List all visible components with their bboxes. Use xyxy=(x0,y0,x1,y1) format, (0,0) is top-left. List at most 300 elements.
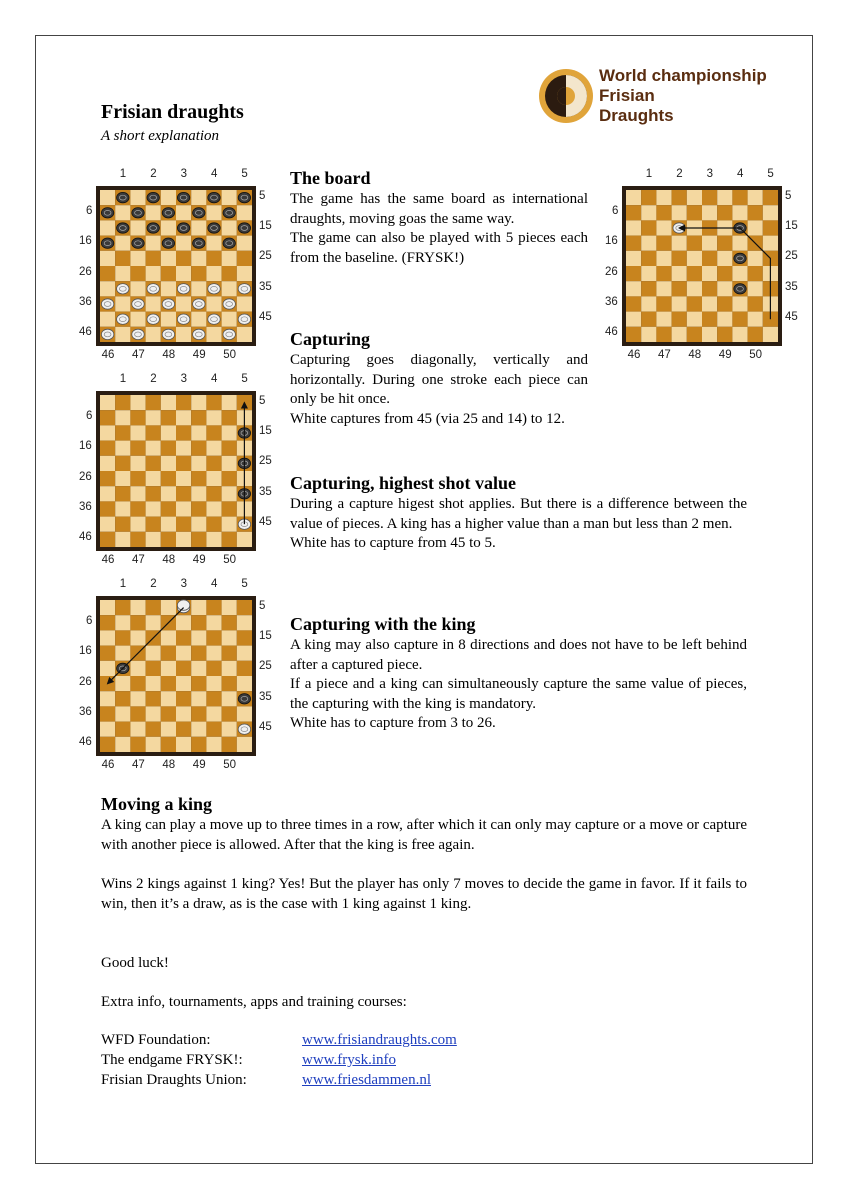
board-square xyxy=(176,395,191,410)
board-square xyxy=(130,691,145,706)
board-square xyxy=(191,251,206,266)
board-square xyxy=(161,410,176,425)
board-square xyxy=(206,251,221,266)
board-square xyxy=(161,456,176,471)
board-square xyxy=(130,600,145,615)
board-square xyxy=(191,691,206,706)
black-piece[interactable] xyxy=(132,208,144,218)
board-square xyxy=(237,630,252,645)
board-left-label: 26 xyxy=(79,265,92,278)
highest-text xyxy=(290,495,747,554)
board-square xyxy=(702,296,717,311)
board-square xyxy=(161,281,176,296)
board-square xyxy=(115,327,130,342)
board-square xyxy=(176,266,191,281)
board-right-label: 5 xyxy=(259,599,266,612)
white-piece[interactable] xyxy=(147,284,159,294)
white-piece[interactable] xyxy=(208,284,220,294)
white-piece[interactable] xyxy=(208,314,220,324)
board-square xyxy=(206,706,221,721)
capturing-text xyxy=(290,351,588,429)
board-square xyxy=(191,532,206,547)
board-square xyxy=(191,615,206,630)
board-highest xyxy=(96,596,256,756)
board-square xyxy=(237,296,252,311)
board-square xyxy=(130,190,145,205)
moving-king-para-2: Wins 2 kings against 1 king? Yes! But the player has only 7 moves to decide the game in favor. If it fails to win, then it’s a draw, as is the case with 1 king against 1 king. xyxy=(101,876,747,912)
white-piece[interactable] xyxy=(132,299,144,309)
board-square xyxy=(100,615,115,630)
board-square xyxy=(146,737,161,752)
white-piece[interactable] xyxy=(238,724,250,734)
board-square xyxy=(222,190,237,205)
board-square xyxy=(626,281,641,296)
board-left-label: 6 xyxy=(612,204,619,217)
board-square xyxy=(206,486,221,501)
board-square xyxy=(100,600,115,615)
white-piece[interactable] xyxy=(101,299,113,309)
board-square xyxy=(687,205,702,220)
board-square xyxy=(146,532,161,547)
board-right-label: 25 xyxy=(259,660,272,673)
white-piece[interactable] xyxy=(117,284,129,294)
board-square xyxy=(237,676,252,691)
board-col-label: 1 xyxy=(119,168,127,180)
board-bottom-label: 46 xyxy=(627,349,641,361)
black-piece[interactable] xyxy=(177,223,189,233)
board-square xyxy=(176,296,191,311)
link-label-union: Frisian Draughts Union: xyxy=(101,1072,247,1088)
board-square xyxy=(222,706,237,721)
board-square xyxy=(130,312,145,327)
board-square xyxy=(656,251,671,266)
board-square xyxy=(222,395,237,410)
board-square xyxy=(748,220,763,235)
board-square xyxy=(717,190,732,205)
board-square xyxy=(176,646,191,661)
white-piece[interactable] xyxy=(101,329,113,339)
board-square xyxy=(115,441,130,456)
board-square xyxy=(176,630,191,645)
white-piece[interactable] xyxy=(162,299,174,309)
heading-board: The board xyxy=(290,168,371,188)
board-square xyxy=(176,205,191,220)
board-square xyxy=(206,425,221,440)
black-piece[interactable] xyxy=(101,238,113,248)
board-square xyxy=(115,486,130,501)
board-bottom-label: 47 xyxy=(132,554,145,566)
board-square xyxy=(161,251,176,266)
board-square xyxy=(687,236,702,251)
board-square xyxy=(161,676,176,691)
board-square xyxy=(641,327,656,342)
board-square xyxy=(115,205,130,220)
board-square xyxy=(626,251,641,266)
board-square xyxy=(100,532,115,547)
board-square xyxy=(130,615,145,630)
board-square xyxy=(672,296,687,311)
board-square xyxy=(717,205,732,220)
board-square xyxy=(176,661,191,676)
black-piece[interactable] xyxy=(734,253,746,263)
black-piece[interactable] xyxy=(193,238,205,248)
board-col-label: 1 xyxy=(119,578,127,590)
board-left-label: 16 xyxy=(79,235,92,248)
board-square xyxy=(206,722,221,737)
board-initial xyxy=(96,186,256,346)
board-bottom-label: 46 xyxy=(101,349,115,361)
black-piece[interactable] xyxy=(162,238,174,248)
board-square xyxy=(191,312,206,327)
board-square xyxy=(237,646,252,661)
board-square xyxy=(100,501,115,516)
board-square xyxy=(626,266,641,281)
board-square xyxy=(687,327,702,342)
board-left-label: 36 xyxy=(79,296,92,308)
white-piece[interactable] xyxy=(238,284,250,294)
black-piece[interactable] xyxy=(177,192,189,202)
board-square xyxy=(222,737,237,752)
black-piece[interactable] xyxy=(147,223,159,233)
board-square xyxy=(100,456,115,471)
board-square xyxy=(100,706,115,721)
board-square xyxy=(206,676,221,691)
board-square xyxy=(161,737,176,752)
board-right-label: 5 xyxy=(259,189,266,202)
board-col-label: 2 xyxy=(676,168,683,180)
board-square xyxy=(130,517,145,532)
board-square xyxy=(626,236,641,251)
board-bottom-label: 50 xyxy=(223,554,236,566)
board-bottom-label: 50 xyxy=(749,349,762,361)
board-square xyxy=(672,190,687,205)
white-king[interactable] xyxy=(177,600,189,613)
board-square xyxy=(100,220,115,235)
board-square xyxy=(656,281,671,296)
board-square xyxy=(237,266,252,281)
board-square xyxy=(115,532,130,547)
board-square xyxy=(191,220,206,235)
board-square xyxy=(237,251,252,266)
board-square xyxy=(130,251,145,266)
white-piece[interactable] xyxy=(238,314,250,324)
board-col-label: 3 xyxy=(180,578,187,590)
board-square xyxy=(115,600,130,615)
board-square xyxy=(626,220,641,235)
board-square xyxy=(100,661,115,676)
board-square xyxy=(206,661,221,676)
board-left-label: 46 xyxy=(605,326,618,339)
board-left-label: 16 xyxy=(79,440,92,453)
board-left-label: 26 xyxy=(79,470,92,483)
board-square xyxy=(191,425,206,440)
board-square xyxy=(100,691,115,706)
board-right-label: 45 xyxy=(259,516,272,529)
black-piece[interactable] xyxy=(162,208,174,218)
board-square xyxy=(176,471,191,486)
moving-king-para-1: A king can play a move up to three times in a row, after which it can only may capture or a move or capture with another piece is allowed. After that the king is free again. xyxy=(101,817,747,853)
board-square xyxy=(641,312,656,327)
board-left-label: 46 xyxy=(79,326,92,339)
board-square xyxy=(672,327,687,342)
black-piece[interactable] xyxy=(117,223,129,233)
board-right-label: 15 xyxy=(259,630,272,642)
heading-king-capture: Capturing with the king xyxy=(290,614,476,634)
board-square xyxy=(672,312,687,327)
board-left-label: 36 xyxy=(79,706,92,718)
board-left-label: 16 xyxy=(79,645,92,658)
logo-line: World championship xyxy=(599,66,767,85)
board-left-label: 6 xyxy=(86,204,93,217)
board-bottom-label: 50 xyxy=(223,759,236,771)
board-square xyxy=(130,425,145,440)
board-col-label: 4 xyxy=(737,168,744,180)
black-piece[interactable] xyxy=(223,238,235,248)
king-capture-para-3: White has to capture from 3 to 26. xyxy=(290,715,496,732)
board-square xyxy=(130,630,145,645)
board-square xyxy=(115,737,130,752)
board-square xyxy=(161,471,176,486)
board-square xyxy=(641,205,656,220)
black-piece[interactable] xyxy=(238,192,250,202)
black-piece[interactable] xyxy=(117,192,129,202)
board-square xyxy=(717,266,732,281)
black-piece[interactable] xyxy=(147,192,159,202)
link-wfd[interactable]: www.frisiandraughts.com xyxy=(302,1032,457,1048)
board-col-label: 5 xyxy=(241,373,248,385)
board-square xyxy=(176,486,191,501)
black-piece[interactable] xyxy=(193,208,205,218)
board-square xyxy=(161,691,176,706)
board-square xyxy=(763,220,778,235)
white-piece[interactable] xyxy=(117,314,129,324)
black-piece[interactable] xyxy=(238,694,250,704)
board-square xyxy=(176,456,191,471)
board-square xyxy=(656,236,671,251)
board-square xyxy=(748,251,763,266)
black-piece[interactable] xyxy=(208,223,220,233)
board-square xyxy=(222,220,237,235)
king-capture-para-1: A king may also capture in 8 directions and does not have to be left behind after a captured piece. xyxy=(290,637,747,673)
white-piece[interactable] xyxy=(223,299,235,309)
board-col-label: 4 xyxy=(211,373,218,385)
board-square xyxy=(732,236,747,251)
board-square xyxy=(191,661,206,676)
board-square xyxy=(191,600,206,615)
board-square xyxy=(176,722,191,737)
board-square xyxy=(641,296,656,311)
board-square xyxy=(115,410,130,425)
board-square xyxy=(237,532,252,547)
good-luck-text: Good luck! xyxy=(101,955,169,971)
board-left-label: 26 xyxy=(605,265,618,278)
board-right-label: 45 xyxy=(259,311,272,324)
board-square xyxy=(100,646,115,661)
logo-line: Draughts xyxy=(599,106,674,125)
board-square xyxy=(687,266,702,281)
board-square xyxy=(222,251,237,266)
board-square xyxy=(222,532,237,547)
board-square xyxy=(100,441,115,456)
board-square xyxy=(641,190,656,205)
board-square xyxy=(161,517,176,532)
board-square xyxy=(115,456,130,471)
board-square xyxy=(130,456,145,471)
board-left-label: 36 xyxy=(605,296,618,308)
board-square xyxy=(222,486,237,501)
board-square xyxy=(702,327,717,342)
board-square xyxy=(748,190,763,205)
board-square xyxy=(717,281,732,296)
board-square xyxy=(222,646,237,661)
board-square xyxy=(176,615,191,630)
board-square xyxy=(161,425,176,440)
link-union[interactable]: www.friesdammen.nl xyxy=(302,1072,431,1088)
board-square xyxy=(191,737,206,752)
board-square xyxy=(687,190,702,205)
board-col-label: 2 xyxy=(150,373,157,385)
board-square xyxy=(161,312,176,327)
board-square xyxy=(191,441,206,456)
white-piece[interactable] xyxy=(223,329,235,339)
black-piece[interactable] xyxy=(238,223,250,233)
board-square xyxy=(748,205,763,220)
board-square xyxy=(100,190,115,205)
board-square xyxy=(222,281,237,296)
board-square xyxy=(222,630,237,645)
board-square xyxy=(206,646,221,661)
board-square xyxy=(191,281,206,296)
board-square xyxy=(146,486,161,501)
black-piece[interactable] xyxy=(101,208,113,218)
board-right-label: 5 xyxy=(785,189,792,202)
white-piece[interactable] xyxy=(162,329,174,339)
board-square xyxy=(100,266,115,281)
board-square xyxy=(222,517,237,532)
board-col-label: 3 xyxy=(180,168,187,180)
board-square xyxy=(748,281,763,296)
board-square xyxy=(672,281,687,296)
board-square xyxy=(161,190,176,205)
highest-para-2: White has to capture from 45 to 5. xyxy=(290,535,496,552)
white-piece[interactable] xyxy=(147,314,159,324)
board-bottom-label: 47 xyxy=(132,349,145,361)
board-square xyxy=(100,395,115,410)
white-piece[interactable] xyxy=(193,329,205,339)
board-square xyxy=(206,737,221,752)
board-square xyxy=(222,456,237,471)
board-square xyxy=(176,425,191,440)
black-piece[interactable] xyxy=(208,192,220,202)
white-piece[interactable] xyxy=(177,314,189,324)
board-square xyxy=(626,190,641,205)
board-square xyxy=(130,281,145,296)
board-square xyxy=(702,266,717,281)
board-para-2: The game can also be played with 5 pieces each from the baseline. (FRYSK!) xyxy=(290,230,588,266)
board-square xyxy=(130,471,145,486)
board-square xyxy=(687,296,702,311)
black-piece[interactable] xyxy=(734,284,746,294)
board-col-label: 2 xyxy=(150,578,157,590)
board-right-label: 25 xyxy=(259,455,272,468)
black-piece[interactable] xyxy=(132,238,144,248)
board-square xyxy=(130,501,145,516)
board-square xyxy=(115,517,130,532)
board-square xyxy=(641,251,656,266)
king-capture-para-2: If a piece and a king can simultaneously capture the same value of pieces, the capturing with the king is mandatory. xyxy=(290,676,747,712)
board-square xyxy=(626,205,641,220)
board-square xyxy=(191,630,206,645)
board-left-label: 6 xyxy=(86,614,93,627)
heading-capturing: Capturing xyxy=(290,329,371,349)
white-piece[interactable] xyxy=(132,329,144,339)
board-square xyxy=(100,251,115,266)
board-square xyxy=(222,425,237,440)
board-square xyxy=(130,441,145,456)
board-square xyxy=(191,456,206,471)
board-square xyxy=(176,517,191,532)
board-square xyxy=(146,251,161,266)
board-square xyxy=(176,691,191,706)
board-square xyxy=(176,327,191,342)
board-square xyxy=(656,327,671,342)
board-right-label: 35 xyxy=(259,280,272,293)
board-square xyxy=(763,190,778,205)
board-square xyxy=(717,251,732,266)
board-bottom-label: 48 xyxy=(688,349,702,361)
white-piece[interactable] xyxy=(177,284,189,294)
board-square xyxy=(146,441,161,456)
board-bottom-label: 49 xyxy=(192,349,206,361)
board-square xyxy=(130,410,145,425)
board-square xyxy=(656,205,671,220)
link-label-frysk: The endgame FRYSK!: xyxy=(101,1052,243,1068)
board-square xyxy=(732,190,747,205)
logo-emblem-icon xyxy=(536,66,596,126)
board-square xyxy=(115,646,130,661)
board-bottom-label: 48 xyxy=(162,349,176,361)
board-square xyxy=(100,312,115,327)
link-label-wfd: WFD Foundation: xyxy=(101,1032,211,1048)
capturing-para-2: White captures from 45 (via 25 and 14) to 12. xyxy=(290,410,565,427)
board-square xyxy=(176,532,191,547)
board-square xyxy=(237,327,252,342)
board-square xyxy=(687,281,702,296)
board-square xyxy=(206,395,221,410)
black-piece[interactable] xyxy=(223,208,235,218)
board-square xyxy=(146,600,161,615)
board-left-label: 26 xyxy=(79,675,92,688)
board-square xyxy=(191,517,206,532)
board-square xyxy=(702,312,717,327)
board-square xyxy=(146,236,161,251)
white-piece[interactable] xyxy=(193,299,205,309)
board-right-label: 45 xyxy=(259,721,272,734)
board-col-label: 4 xyxy=(211,578,218,590)
board-square xyxy=(115,706,130,721)
board-square xyxy=(656,296,671,311)
extra-info-text: Extra info, tournaments, apps and training courses: xyxy=(101,994,407,1010)
board-square xyxy=(732,205,747,220)
board-square xyxy=(222,471,237,486)
board-col-label: 1 xyxy=(645,168,653,180)
link-frysk[interactable]: www.frysk.info xyxy=(302,1052,397,1068)
board-square xyxy=(732,327,747,342)
board-square xyxy=(732,296,747,311)
board-square xyxy=(717,327,732,342)
board-square xyxy=(130,486,145,501)
board-square xyxy=(146,676,161,691)
